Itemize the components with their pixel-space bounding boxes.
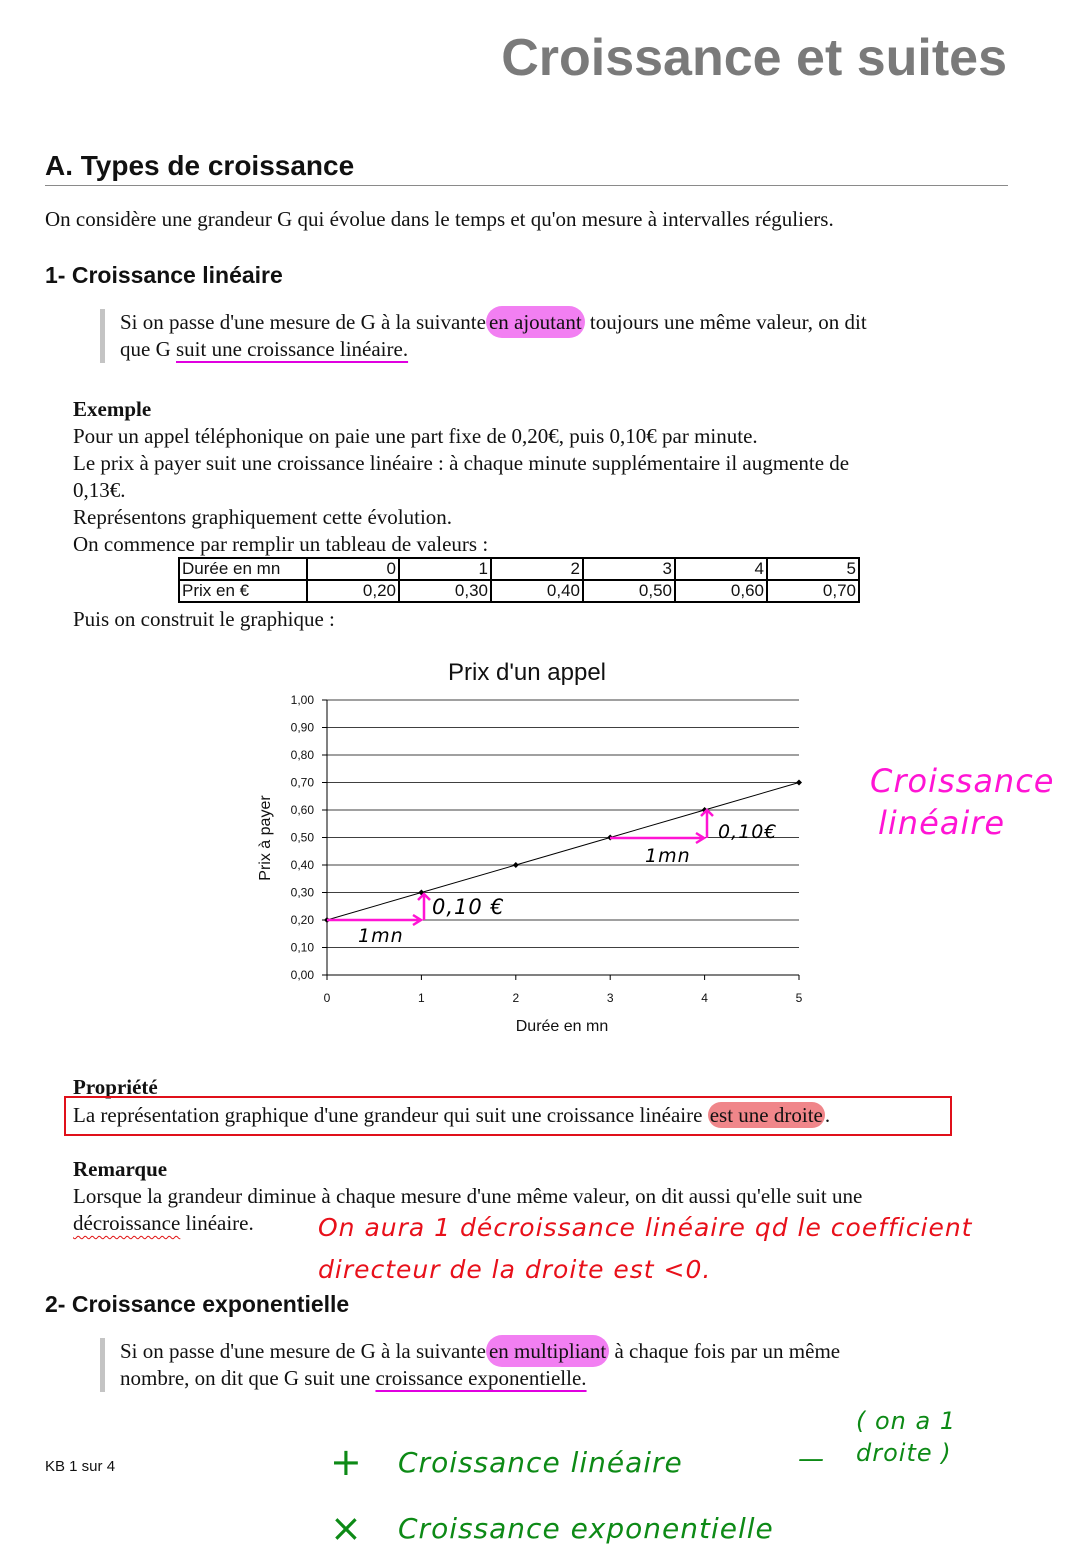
property-heading: Propriété <box>73 1075 158 1099</box>
x-tick-label: 2 <box>512 991 520 1005</box>
section-title: A. Types de croissance <box>45 150 1008 186</box>
highlight-est-une-droite: est une droite <box>709 1103 823 1127</box>
table-cell: 0,60 <box>675 580 767 602</box>
definition-line-2 <box>120 1365 1000 1392</box>
data-point <box>513 862 519 868</box>
annotation-text-dx-2: 1mn <box>645 845 691 867</box>
example-heading: Exemple <box>73 397 152 421</box>
y-tick-label: 0,80 <box>290 748 314 762</box>
definition-text: Si on passe d'une mesure de G à la suivante <box>120 1339 486 1363</box>
table-row <box>179 580 859 602</box>
table-cell: Durée en mn <box>179 558 307 580</box>
annotation-text-dx-1: 1mn <box>358 925 404 947</box>
remark-note-line: On aura 1 décroissance linéaire qd le coefficient <box>318 1213 973 1242</box>
table-cell: 2 <box>491 558 583 580</box>
y-tick-label: 0,30 <box>290 885 314 900</box>
annotation-arrow-dx-1 <box>327 915 421 925</box>
highlight-en-ajoutant: en ajoutant <box>486 306 585 338</box>
table-cell: 0,40 <box>491 580 583 602</box>
underline-linear-growth: suit une croissance linéaire. <box>176 337 409 361</box>
remark-handwritten-note <box>318 1207 1085 1291</box>
section-intro: On considère une grandeur G qui évolue dans le temps et qu'on mesure à intervalles réguliers. <box>45 207 834 231</box>
table-cell: 4 <box>675 558 767 580</box>
annotation-arrow-dx-2 <box>610 833 704 843</box>
table-cell: 0,20 <box>307 580 399 602</box>
table-row <box>179 558 859 580</box>
side-note <box>870 760 1054 844</box>
y-tick-label: 0,70 <box>290 775 314 790</box>
remark-line <box>73 1210 254 1237</box>
y-tick-label: 0,40 <box>290 858 314 872</box>
remark-line: Lorsque la grandeur diminue à chaque mesure d'une même valeur, on dit aussi qu'elle suit une <box>73 1184 863 1208</box>
bottom-note-paren-line: ( on a 1 <box>856 1407 957 1435</box>
series-line <box>327 783 799 921</box>
underline-exponential-growth: croissance exponentielle. <box>375 1366 587 1390</box>
table-cell: 0,50 <box>583 580 675 602</box>
table-cell: 5 <box>767 558 859 580</box>
bottom-note-exponential: Croissance exponentielle <box>398 1512 774 1545</box>
table-cell: 0,30 <box>399 580 491 602</box>
property-text-part: . <box>824 1103 831 1127</box>
annotation-arrow-dy-2 <box>701 810 713 838</box>
y-tick-label: 0,10 <box>290 940 314 955</box>
example-block <box>73 396 993 558</box>
data-point <box>796 780 802 786</box>
example-line: 0,13€. <box>73 478 126 502</box>
definition-line-1 <box>120 1338 1000 1365</box>
remark-note-line: directeur de la droite est <0. <box>318 1255 712 1284</box>
definition-text: toujours une même valeur, on dit <box>589 310 867 334</box>
chart-x-label: Durée en mn <box>515 1018 609 1035</box>
annotation-text-dy-2: 0,10€ <box>718 821 778 843</box>
x-tick-label: 3 <box>606 991 614 1005</box>
annotation-text-dy-1: 0,10 € <box>432 895 505 919</box>
subsection-title-linear: 1- Croissance linéaire <box>45 262 283 288</box>
table-cell: Prix en € <box>179 580 307 602</box>
line-chart <box>250 650 830 1050</box>
x-tick-label: 4 <box>701 991 708 1005</box>
bottom-note-paren-line: droite ) <box>856 1439 952 1467</box>
chart-series <box>324 780 802 924</box>
x-tick-label: 5 <box>795 991 803 1005</box>
example-line: Pour un appel téléphonique on paie une part fixe de 0,20€, puis 0,10€ par minute. <box>73 424 758 448</box>
highlight-en-multipliant: en multipliant <box>486 1335 609 1367</box>
table-cell: 1 <box>399 558 491 580</box>
side-note-line: linéaire <box>878 804 1006 842</box>
definition-text: nombre, on dit que G suit une <box>120 1366 371 1390</box>
remark-heading: Remarque <box>73 1157 168 1181</box>
chart-axes <box>291 693 803 1005</box>
definition-text: à chaque fois par un même <box>614 1339 841 1363</box>
page-number: KB 1 sur 4 <box>45 1458 116 1475</box>
definition-text: que G <box>120 337 171 361</box>
example-line: On commence par remplir un tableau de valeurs : <box>73 532 489 556</box>
underline-decroissance: décroissance <box>73 1211 181 1235</box>
table-cell: 0 <box>307 558 399 580</box>
example-line: Représentons graphiquement cette évolution. <box>73 505 453 529</box>
table-cell: 3 <box>583 558 675 580</box>
definition-line-1 <box>120 309 1000 336</box>
y-tick-label: 0,20 <box>290 913 314 927</box>
x-tick-label: 0 <box>323 991 331 1005</box>
bottom-note-linear: Croissance linéaire <box>398 1446 683 1479</box>
bottom-note-paren <box>856 1405 956 1469</box>
y-tick-label: 0,60 <box>290 803 314 817</box>
plus-symbol: + <box>330 1440 363 1484</box>
property-text <box>73 1102 830 1129</box>
chart-y-label: Prix à payer <box>257 795 274 881</box>
side-note-line: Croissance <box>870 762 1055 800</box>
annotation-arrow-dy-1 <box>418 894 430 920</box>
subsection-title-exponential: 2- Croissance exponentielle <box>45 1291 350 1317</box>
remark-text-part: linéaire. <box>185 1211 254 1235</box>
definition-line-2 <box>120 336 1000 363</box>
times-symbol: × <box>330 1506 363 1550</box>
after-table-text: Puis on construit le graphique : <box>73 607 335 631</box>
y-tick-label: 1,00 <box>290 693 314 707</box>
definition-exponential <box>100 1338 1000 1392</box>
example-line: Le prix à payer suit une croissance linéaire : à chaque minute supplémentaire il augmente de <box>73 451 850 475</box>
document-title: Croissance et suites <box>501 29 1007 87</box>
bottom-note-dash: — <box>798 1444 825 1474</box>
chart-annotations <box>327 810 777 947</box>
definition-linear <box>100 309 1000 363</box>
chart-title: Prix d'un appel <box>447 659 607 686</box>
property-text-part: La représentation graphique d'une grandeur qui suit une croissance linéaire <box>73 1103 703 1127</box>
y-tick-label: 0,00 <box>290 968 314 982</box>
values-table <box>178 557 860 603</box>
y-tick-label: 0,90 <box>290 720 314 735</box>
y-tick-label: 0,50 <box>290 830 314 845</box>
table-cell: 0,70 <box>767 580 859 602</box>
definition-text: Si on passe d'une mesure de G à la suivante <box>120 310 486 334</box>
x-tick-label: 1 <box>418 991 425 1005</box>
